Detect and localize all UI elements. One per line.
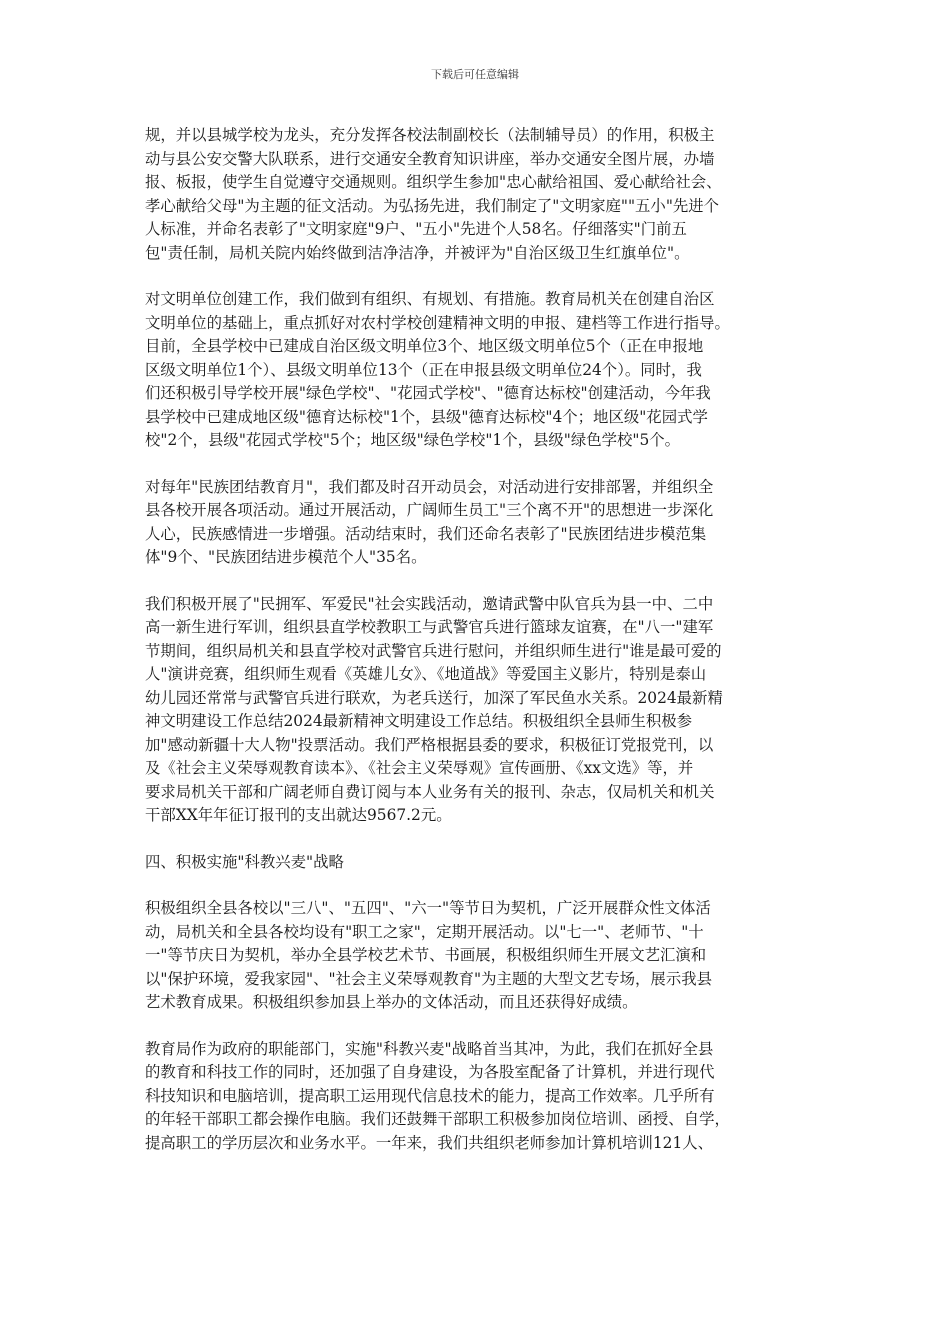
- text-line: 教育局作为政府的职能部门，实施"科教兴麦"战略首当其冲，为此，我们在抓好全县: [145, 1039, 714, 1058]
- text-line: 动，局机关和全县各校均设有"职工之家"，定期开展活动。以"七一"、老师节、"十: [145, 922, 704, 941]
- text-line: 干部XX年年征订报刊的支出就达9567.2元。: [145, 806, 452, 824]
- text-line: 对文明单位创建工作，我们做到有组织、有规划、有措施。教育局机关在创建自治区: [145, 290, 715, 308]
- text-line: 高一新生进行军训，组织县直学校教职工与武警官兵进行篮球友谊赛，在"八一"建军: [145, 618, 714, 636]
- text-line: 报、板报，使学生自觉遵守交通规则。组织学生参加"忠心献给祖国、爱心献给社会、: [145, 173, 722, 191]
- text-line: 提高职工的学历层次和业务水平。一年来，我们共组织老师参加计算机培训121人、: [145, 1133, 714, 1152]
- text-line: 孝心献给父母"为主题的征文活动。为弘扬先进，我们制定了"文明家庭""五小"先进个: [145, 196, 720, 215]
- text-line: 加"感动新疆十大人物"投票活动。我们严格根据县委的要求，积极征订党报党刊，以: [145, 735, 714, 754]
- text-line: 以"保护环境，爱我家园"、"社会主义荣辱观教育"为主题的大型文艺专场，展示我县: [145, 969, 712, 988]
- text-line: 县学校中已建成地区级"德育达标校"1个，县级"德育达标校"4个；地区级"花园式学: [145, 407, 708, 426]
- document-body: [145, 124, 805, 1178]
- text-line: 包"责任制，局机关院内始终做到洁净洁净，并被评为"自治区级卫生红旗单位"。: [145, 243, 690, 262]
- text-line: 的教育和科技工作的同时，还加强了自身建设，为各股室配备了计算机，并进行现代: [145, 1063, 715, 1081]
- text-line: 人标准，并命名表彰了"文明家庭"9户、"五小"先进个人58名。仔细落实"门前五: [145, 220, 687, 238]
- text-line: 动与县公安交警大队联系，进行交通安全教育知识讲座，举办交通安全图片展，办墙: [145, 149, 715, 168]
- text-line: 区级文明单位1个）、县级文明单位13个（正在申报县级文明单位24个）。同时，我: [145, 360, 702, 379]
- text-line: 及《社会主义荣辱观教育读本》、《社会主义荣辱观》宣传画册、《xx文选》等，并: [145, 759, 694, 777]
- text-line: 文明单位的基础上，重点抓好对农村学校创建精神文明的申报、建档等工作进行指导。: [145, 313, 730, 332]
- text-line: 校"2个，县级"花园式学校"5个；地区级"绿色学校"1个，县级"绿色学校"5个。: [145, 431, 681, 449]
- text-line: 神文明建设工作总结2024最新精神文明建设工作总结。积极组织全县师生积极参: [145, 712, 693, 730]
- text-line: 体"9个、"民族团结进步模范个人"35名。: [145, 548, 427, 566]
- text-line: 四、积极实施"科教兴麦"战略: [145, 852, 344, 871]
- page-header: 下载后可任意编辑: [431, 68, 519, 81]
- text-line: 县各校开展各项活动。通过开展活动，广阔师生员工"三个离不开"的思想进一步深化: [145, 501, 714, 519]
- paragraph: [145, 124, 805, 265]
- text-line: 的年轻干部职工都会操作电脑。我们还鼓舞干部职工积极参加岗位培训、函授、自学，: [145, 1110, 730, 1128]
- text-line: 人心，民族感情进一步增强。活动结束时，我们还命名表彰了"民族团结进步模范集: [145, 524, 707, 543]
- paragraph: [145, 593, 805, 828]
- text-line: 幼儿园还常常与武警官兵进行联欢，为老兵送行，加深了军民鱼水关系。2024最新精: [145, 688, 723, 707]
- text-line: 要求局机关干部和广阔老师自费订阅与本人业务有关的报刊、杂志，仅局机关和机关: [145, 782, 715, 801]
- text-line: 目前，全县学校中已建成自治区级文明单位3个、地区级文明单位5个（正在申报地: [145, 337, 704, 355]
- text-line: 规，并以县城学校为龙头，充分发挥各校法制副校长（法制辅导员）的作用，积极主: [145, 126, 715, 144]
- paragraph: [145, 1038, 805, 1156]
- paragraph: [145, 476, 805, 570]
- text-line: 们还积极引导学校开展"绿色学校"、"花园式学校"、"德育达标校"创建活动，今年我: [145, 384, 711, 402]
- text-line: 对每年"民族团结教育月"，我们都及时召开动员会，对活动进行安排部署，并组织全: [145, 477, 714, 496]
- text-line: 艺术教育成果。积极组织参加县上举办的文体活动，而且还获得好成绩。: [145, 993, 638, 1011]
- section-heading: [145, 851, 805, 875]
- text-line: 科技知识和电脑培训，提高职工运用现代信息技术的能力，提高工作效率。几乎所有: [145, 1086, 715, 1105]
- text-line: 积极组织全县各校以"三八"、"五四"、"六一"等节日为契机，广泛开展群众性文体活: [145, 899, 711, 917]
- text-line: 我们积极开展了"民拥军、军爱民"社会实践活动，邀请武警中队官兵为县一中、二中: [145, 594, 714, 613]
- text-line: 一"等节庆日为契机，举办全县学校艺术节、书画展，积极组织师生开展文艺汇演和: [145, 946, 707, 964]
- paragraph: [145, 288, 805, 453]
- text-line: 人"演讲竞赛，组织师生观看《英雄儿女》、《地道战》等爱国主义影片，特别是泰山: [145, 665, 707, 683]
- text-line: 节期间，组织局机关和县直学校对武警官兵进行慰问，并组织师生进行"谁是最可爱的: [145, 641, 722, 660]
- paragraph: [145, 897, 805, 1015]
